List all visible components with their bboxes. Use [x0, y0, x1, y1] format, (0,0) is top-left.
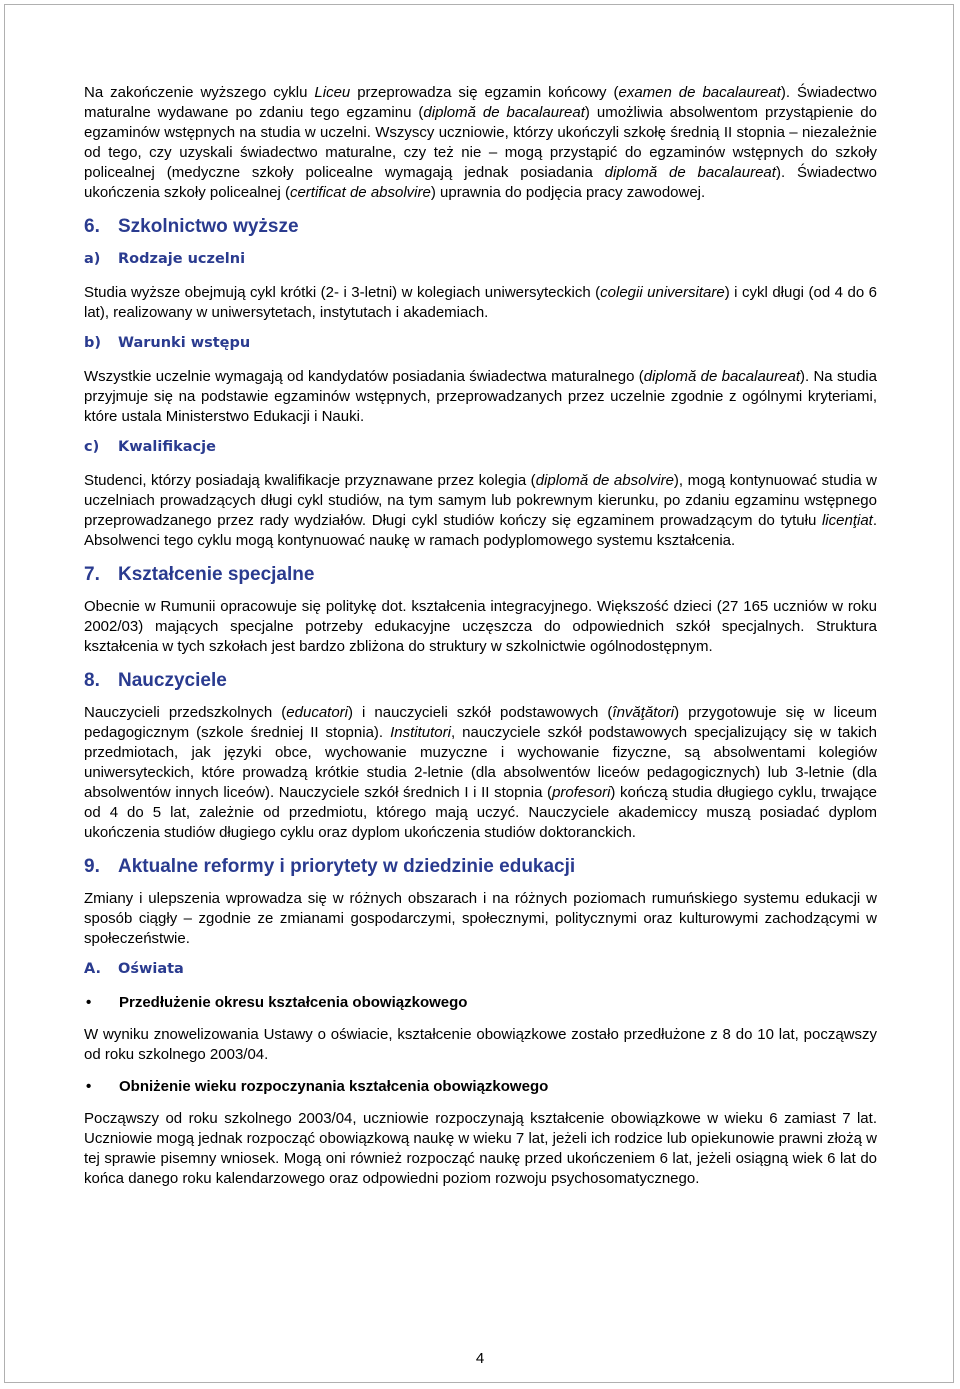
section-heading-6: 6. Szkolnictwo wyższe — [84, 216, 299, 237]
paragraph-rodzaje-uczelni: Studia wyższe obejmują cykl krótki (2- i 3-letni) w kolegiach uniwersyteckich (colegii universitare) i cykl długi (od 4 do 6 lat), realizowany w uniwersytetach, instytutach i akademiach. — [84, 284, 877, 321]
bullet-heading-obnizenie: • Obniżenie wieku rozpoczynania kształcenia obowiązkowego — [86, 1078, 549, 1095]
paragraph-nauczyciele: Nauczycieli przedszkolnych (educatori) i nauczycieli szkół podstawowych (învăţători) przygotowuje się w liceum pedagogicznym (szkole średniej II stopnia). Institutori, nauczyciele szkół podstawowych specjalizujący się w takich przedmiotach, jak języki obce, wychowanie muzyczne i wychowanie fizyczne, są absolwentami kolegiów uniwersyteckich, które prowadzą krótkie studia 2-letnie (dla absolwentów liceów pedagogicznych) lub 3-letnie (dla absolwentów innych liceów). Nauczyciele szkół średnich I i II stopnia (profesori) kończą studia długiego cyklu, trwające od 4 do 5 lat, zależnie od przedmiotu, którego mają uczyć. Nauczyciele akademiccy muszą posiadać dyplom ukończenia studiów długiego cyklu oraz dyplom ukończenia studiów doktoranckich. — [84, 704, 877, 841]
page-number: 4 — [475, 1350, 485, 1367]
bullet-icon: • — [86, 994, 92, 1011]
bullet-icon: • — [86, 1078, 92, 1095]
intro-paragraph: Na zakończenie wyższego cyklu Liceu przeprowadza się egzamin końcowy (examen de bacalaureat). Świadectwo maturalne wydawane po zdaniu tego egzaminu (diplomă de bacalaureat) umożliwia absolwentom przystąpienie do egzaminów wstępnych na studia w uczelni. Wszyscy uczniowie, którzy ukończyli szkołę średnią II stopnia – niezależnie od tego, czy uzyskali świadectwo maturalne, czy też nie – mogą przystąpić do egzaminów wstępnych do szkoły policealnej (medyczne szkoły policealne wymagają jednak posiadania diplomă de bacalaureat). Świadectwo ukończenia szkoły policealnej (certificat de absolvire) uprawnia do podjęcia pracy zawodowej. — [84, 84, 877, 201]
section-heading-8: 8. Nauczyciele — [84, 670, 227, 691]
document-body — [84, 83, 877, 1189]
paragraph-warunki-wstepu: Wszystkie uczelnie wymagają od kandydatów posiadania świadectwa maturalnego (diplomă de bacalaureat). Na studia przyjmuje się na podstawie egzaminów wstępnych, przeprowadzanych przez uczelnie zgodnie z ogólnymi kryteriami, które ustala Ministerstwo Edukacji i Nauki. — [84, 368, 877, 425]
paragraph-ksztalcenie-specjalne: Obecnie w Rumunii opracowuje się politykę dot. kształcenia integracyjnego. Większość dzieci (27 165 uczniów w roku 2002/03) mających specjalne potrzeby edukacyjne uczęszcza do odpowiednich szkół specjalnych. Struktura kształcenia w tych szkołach jest bardzo zbliżona do struktury w szkolnictwie ogólnodostępnym. — [84, 598, 877, 655]
subsection-heading-oswiata: A. Oświata — [84, 961, 184, 977]
paragraph-obnizenie: Począwszy od roku szkolnego 2003/04, uczniowie rozpoczynają kształcenie obowiązkowe w wieku 6 zamiast 7 lat. Uczniowie mogą jednak rozpocząć obowiązkową naukę w wieku 7 lat, jeżeli ich rodzice lub opiekunowie prawni złożą w tej sprawie pisemny wniosek. Mogą oni również rozpocząć naukę przed ukończeniem 6 lat, jeżeli osiągną wiek 6 lat do końca danego roku kalendarzowego oraz odpowiedni poziom rozwoju psychosomatycznego. — [84, 1110, 877, 1187]
section-heading-9: 9. Aktualne reformy i priorytety w dziedzinie edukacji — [84, 856, 576, 877]
paragraph-reformy: Zmiany i ulepszenia wprowadza się w różnych obszarach i na różnych poziomach rumuńskiego systemu edukacji w sposób ciągły – zgodnie ze zmianami gospodarczymi, społecznymi, politycznymi oraz kulturowymi zachodzącymi w społeczeństwie. — [84, 890, 877, 947]
subsection-heading-b: b) Warunki wstępu — [84, 335, 251, 351]
subsection-heading-c: c) Kwalifikacje — [84, 439, 216, 455]
paragraph-przedluzenie: W wyniku znowelizowania Ustawy o oświacie, kształcenie obowiązkowe zostało przedłużone z 8 do 10 lat, począwszy od roku szkolnego 2003/04. — [84, 1026, 877, 1063]
section-heading-7: 7. Kształcenie specjalne — [84, 564, 315, 585]
subsection-heading-a: a) Rodzaje uczelni — [84, 251, 246, 267]
bullet-heading-przedluzenie: • Przedłużenie okresu kształcenia obowiązkowego — [86, 994, 468, 1011]
paragraph-kwalifikacje: Studenci, którzy posiadają kwalifikacje przyznawane przez kolegia (diplomă de absolvire), mogą kontynuować studia w uczelniach prowadzących długi cykl studiów, na tym samym lub pokrewnym kierunku, po zdaniu egzaminu wstępnego przeprowadzanego przez rady wydziałów. Długi cykl studiów kończy się egzaminem prowadzącym do tytułu licenţiat. Absolwenci tego cyklu mogą kontynuować naukę w ramach podyplomowego systemu kształcenia. — [84, 472, 877, 549]
